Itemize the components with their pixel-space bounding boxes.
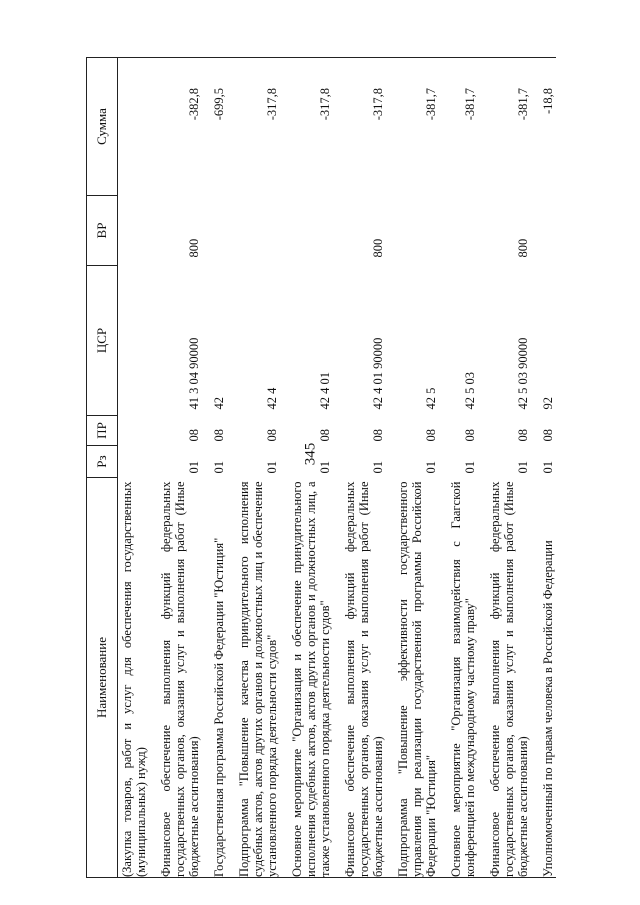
cell-name: Подпрограмма "Повышение качества принудительного исполнения судебных актов, актов других органов и должностных лиц и обеспечение установленного порядка деятельности судов" xyxy=(235,478,280,878)
header-name: Наименование xyxy=(87,478,118,878)
cell-csr: 42 5 03 xyxy=(463,372,477,410)
cell-vr: 800 xyxy=(371,238,385,258)
cell-pr: 08 xyxy=(424,429,438,442)
cell-pr: 08 xyxy=(463,429,477,442)
cell-name: Финансовое обеспечение выполнения функций федеральных государственных органов, оказания услуг и выполнения работ (Иные бюджетные ассигнования) xyxy=(486,478,531,878)
cell-pr xyxy=(118,416,150,446)
table-row xyxy=(235,58,280,878)
cell-name: Основное мероприятие "Организация и обеспечение принудительного исполнения судебных актов, актов других органов и должностных лиц, а также установленного порядка деятельности судов" xyxy=(288,478,333,878)
cell-pr: 08 xyxy=(371,429,385,442)
table-row xyxy=(486,58,531,878)
cell-vr xyxy=(394,196,439,266)
cell-sum: -317,8 xyxy=(341,58,386,196)
cell-pr: 08 xyxy=(265,429,279,442)
cell-rz: 01 xyxy=(541,461,555,474)
cell-csr: 42 5 xyxy=(424,387,438,410)
rotated-page xyxy=(86,58,621,878)
cell-sum: -381,7 xyxy=(486,58,531,196)
cell-rz: 01 xyxy=(212,461,226,474)
cell-vr xyxy=(447,196,478,266)
cell-pr: 08 xyxy=(318,429,332,442)
table-row xyxy=(157,58,202,878)
cell-vr: 800 xyxy=(516,238,530,258)
header-sum: Сумма xyxy=(87,58,118,196)
table-row xyxy=(394,58,439,878)
cell-sum: -317,8 xyxy=(288,58,333,196)
cell-sum xyxy=(118,58,150,196)
header-rz: Рз xyxy=(87,446,118,478)
cell-name: Уполномоченный по правам человека в Российской Федерации xyxy=(539,478,556,878)
cell-sum: -382,8 xyxy=(157,58,202,196)
table-row xyxy=(288,58,333,878)
cell-sum: -381,7 xyxy=(447,58,478,196)
table-row xyxy=(341,58,386,878)
page-number-text: 345 xyxy=(302,442,319,466)
header-csr: ЦСР xyxy=(87,266,118,416)
header-pr: ПР xyxy=(87,416,118,446)
cell-csr: 42 4 01 90000 xyxy=(371,337,385,410)
cell-rz: 01 xyxy=(463,461,477,474)
cell-sum: -317,8 xyxy=(235,58,280,196)
cell-sum: -18,8 xyxy=(539,58,556,196)
cell-rz: 01 xyxy=(187,461,201,474)
cell-name: (Закупка товаров, работ и услуг для обеспечения государственных (муниципальных) нужд) xyxy=(118,478,150,878)
cell-pr: 08 xyxy=(212,429,226,442)
cell-pr: 08 xyxy=(516,429,530,442)
cell-csr: 92 xyxy=(541,397,555,410)
table-row xyxy=(210,58,227,878)
cell-csr: 41 3 04 90000 xyxy=(187,337,201,410)
table-row xyxy=(447,58,478,878)
cell-vr xyxy=(539,196,556,266)
cell-name: Государственная программа Российской Федерации "Юстиция" xyxy=(210,478,227,878)
cell-pr: 08 xyxy=(541,429,555,442)
cell-rz: 01 xyxy=(424,461,438,474)
cell-vr xyxy=(118,196,150,266)
header-vr: ВР xyxy=(87,196,118,266)
cell-vr: 800 xyxy=(187,238,201,258)
cell-rz xyxy=(118,446,150,478)
budget-table xyxy=(86,57,556,878)
cell-name: Подпрограмма "Повышение эффективности государственного управления при реализации государственной программы Российской Федерации "Юстиция" xyxy=(394,478,439,878)
cell-csr: 42 5 03 90000 xyxy=(516,337,530,410)
cell-sum: -381,7 xyxy=(394,58,439,196)
cell-rz: 01 xyxy=(318,461,332,474)
cell-name: Финансовое обеспечение выполнения функций федеральных государственных органов, оказания услуг и выполнения работ (Иные бюджетные ассигнования) xyxy=(157,478,202,878)
cell-csr: 42 4 xyxy=(265,387,279,410)
cell-rz: 01 xyxy=(371,461,385,474)
cell-vr xyxy=(288,196,333,266)
cell-vr xyxy=(210,196,227,266)
table-row xyxy=(539,58,556,878)
cell-name: Основное мероприятие "Организация взаимодействия с Гаагской конференцией по международному частному праву" xyxy=(447,478,478,878)
cell-rz: 01 xyxy=(516,461,530,474)
cell-csr: 42 xyxy=(212,397,226,410)
cell-sum: -699,5 xyxy=(210,58,227,196)
cell-rz: 01 xyxy=(265,461,279,474)
cell-vr xyxy=(235,196,280,266)
cell-csr xyxy=(118,266,150,416)
table-header-row xyxy=(87,58,118,878)
cell-name: Финансовое обеспечение выполнения функций федеральных государственных органов, оказания услуг и выполнения работ (Иные бюджетные ассигнования) xyxy=(341,478,386,878)
cell-csr: 42 4 01 xyxy=(318,372,332,410)
cell-pr: 08 xyxy=(187,429,201,442)
table-row xyxy=(118,58,150,878)
